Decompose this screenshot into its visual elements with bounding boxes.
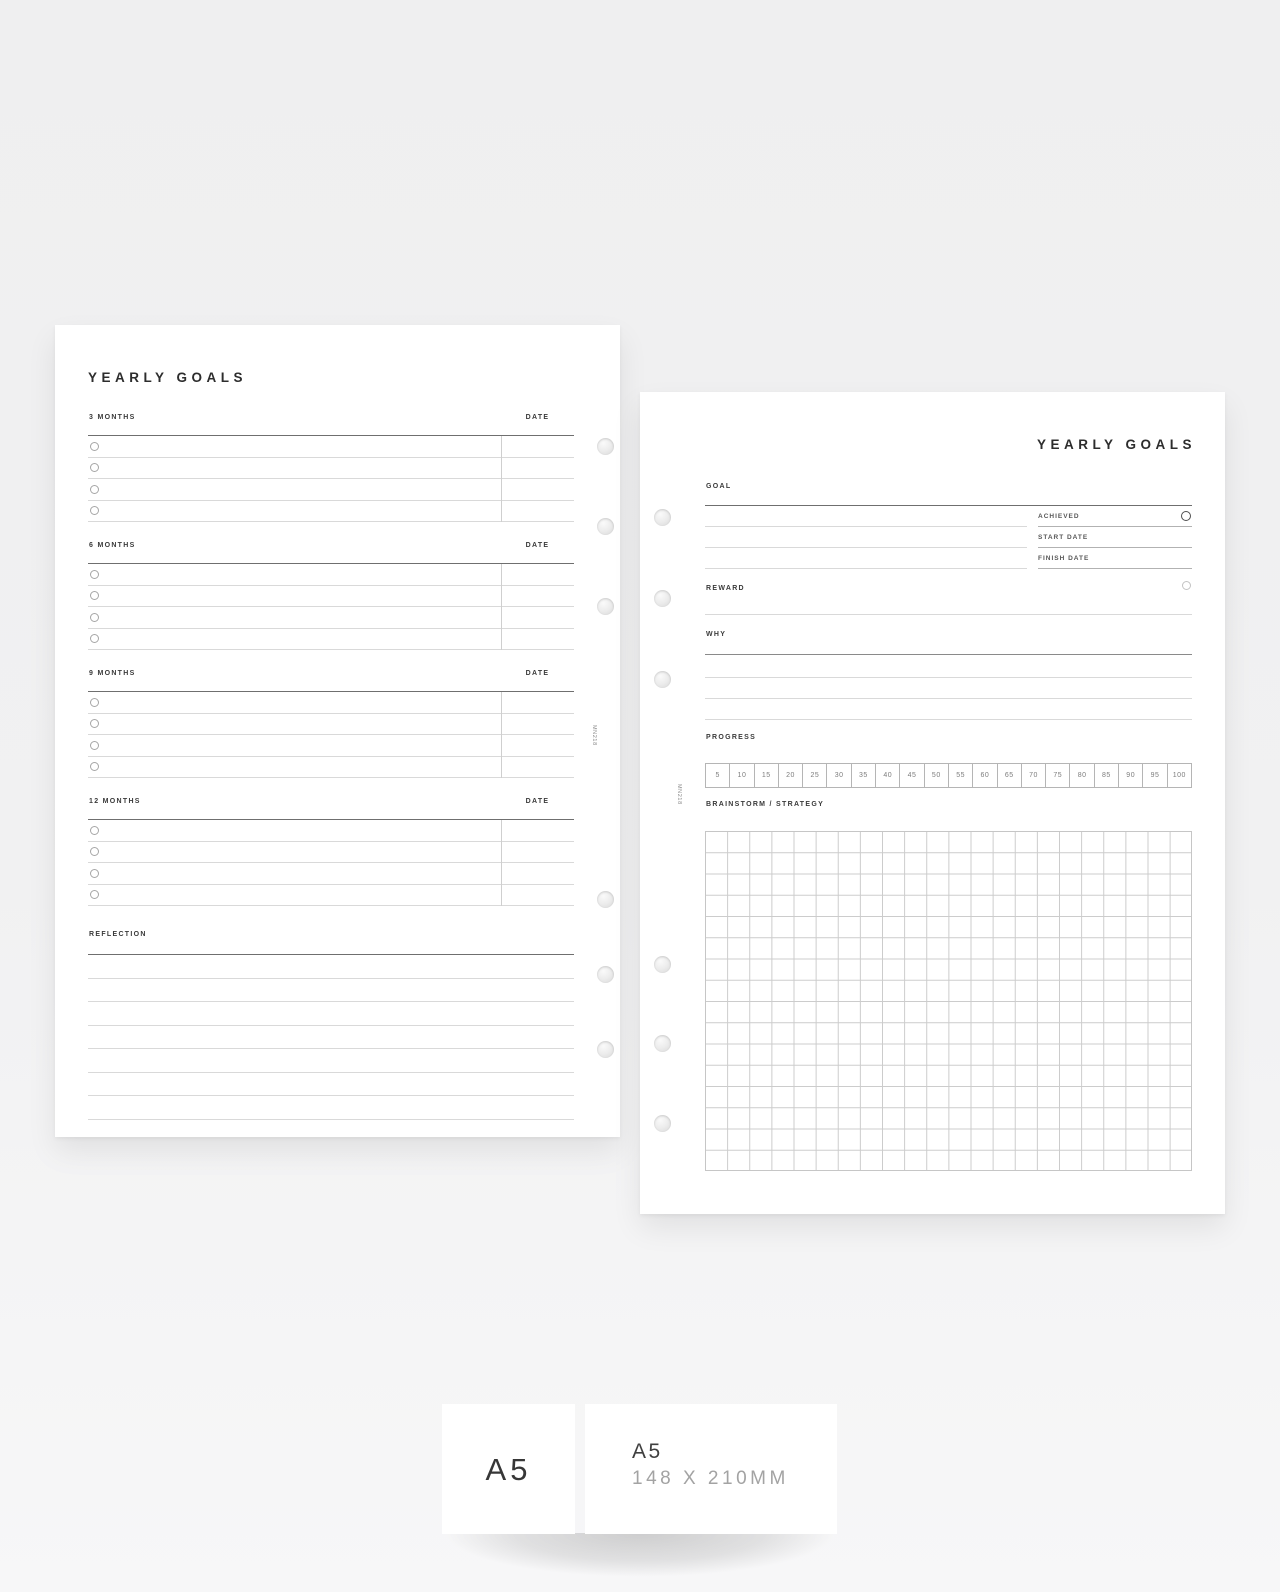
planner-page-left [55,325,620,1137]
start-date-label: START DATE [1038,533,1089,541]
progress-cell: 90 [1118,764,1142,787]
goal-section-3-months [88,407,574,523]
writing-line [88,955,574,979]
planner-page-right [640,392,1225,1214]
goal-checkbox-circle [90,506,99,515]
left-page-content [88,325,574,1137]
punch-hole [654,590,671,607]
brainstorm-grid [705,831,1192,1171]
brainstorm-strategy-label: BRAINSTORM / STRATEGY [706,801,825,808]
product-code-watermark: MN218 [676,784,682,805]
goal-checkbox-circle [90,463,99,472]
punch-hole [597,518,614,535]
page-title: YEARLY GOALS [88,370,248,385]
date-column-divider [501,564,502,650]
goal-checkbox-circle [90,826,99,835]
reward-checkbox-circle [1182,581,1191,590]
date-column-header: DATE [525,798,550,805]
page-title: YEARLY GOALS [1036,437,1196,452]
writing-line [705,614,1192,615]
punch-hole [597,598,614,615]
progress-cell: 70 [1021,764,1045,787]
progress-cell: 30 [826,764,850,787]
date-column-header: DATE [525,414,550,421]
writing-line [88,1026,574,1050]
progress-cell: 35 [851,764,875,787]
progress-cell: 15 [754,764,778,787]
size-swatch-card [442,1404,575,1534]
progress-cell: 95 [1142,764,1166,787]
goal-section-9-months [88,663,574,779]
goal-checkbox-circle [90,613,99,622]
size-detail-card [585,1404,837,1534]
writing-line [705,527,1027,548]
progress-cell: 65 [997,764,1021,787]
achieved-label: ACHIEVED [1038,512,1080,520]
date-column-divider [501,436,502,522]
goal-checkbox-circle [90,634,99,643]
product-code-watermark: MN218 [591,725,597,746]
cards-drop-shadow [400,1533,880,1589]
section-label: 12 MONTHS [89,798,141,805]
punch-hole [654,1115,671,1132]
goal-checkbox-circle [90,762,99,771]
writing-line [88,1049,574,1073]
goal-checkbox-circle [90,869,99,878]
goal-checkbox-circle [90,442,99,451]
goal-checkbox-circle [90,570,99,579]
goal-checkbox-circle [90,485,99,494]
finish-date-row [1038,548,1192,569]
goal-detail-columns [705,506,1192,569]
reflection-lines [88,955,574,1120]
writing-line [88,1002,574,1026]
date-column-header: DATE [525,670,550,677]
progress-cell: 85 [1094,764,1118,787]
goal-writing-lines [705,506,1027,569]
progress-cell: 20 [778,764,802,787]
punch-hole [654,671,671,688]
progress-cell: 60 [972,764,996,787]
punch-hole [597,966,614,983]
progress-cell: 10 [729,764,753,787]
finish-date-label: FINISH DATE [1038,554,1090,562]
start-date-row [1038,527,1192,548]
goal-checkbox-circle [90,591,99,600]
goal-checkbox-circle [90,698,99,707]
progress-cell: 40 [875,764,899,787]
achieved-row [1038,506,1192,527]
size-dimensions: 148 X 210MM [632,1468,789,1489]
goal-meta-column [1038,506,1192,569]
writing-line [88,1073,574,1097]
progress-cell: 100 [1167,764,1191,787]
writing-line [705,506,1027,527]
punch-hole [654,956,671,973]
punch-hole [597,891,614,908]
why-writing-lines [705,655,1192,720]
size-swatch-label: A5 [485,1451,532,1487]
progress-tracker [705,763,1192,788]
goal-checkbox-circle [90,890,99,899]
goal-section-12-months [88,791,574,907]
progress-cell: 5 [715,772,720,779]
section-label: REFLECTION [89,931,147,938]
goal-checkbox-circle [90,719,99,728]
writing-line [88,1096,574,1120]
achieved-checkbox-circle [1181,511,1191,521]
punch-hole [597,1041,614,1058]
reward-label: REWARD [706,585,745,592]
writing-line [88,979,574,1003]
progress-cell: 75 [1045,764,1069,787]
progress-cell: 55 [948,764,972,787]
punch-hole [654,1035,671,1052]
reflection-section [88,925,574,1125]
goal-checkbox-circle [90,741,99,750]
why-label: WHY [706,631,727,638]
section-label: 9 MONTHS [89,670,136,677]
progress-cell: 50 [924,764,948,787]
section-label: 3 MONTHS [89,414,136,421]
punch-hole [597,438,614,455]
size-detail-text [632,1440,789,1490]
right-page-content [705,392,1196,1214]
goal-label: GOAL [706,483,732,490]
progress-cell: 45 [899,764,923,787]
writing-line [705,678,1192,699]
goal-checkbox-circle [90,847,99,856]
progress-cell: 80 [1069,764,1093,787]
date-column-header: DATE [525,542,550,549]
punch-hole [654,509,671,526]
goal-section-6-months [88,535,574,651]
section-label: 6 MONTHS [89,542,136,549]
writing-line [705,655,1192,678]
writing-line [705,548,1027,569]
date-column-divider [501,820,502,906]
date-column-divider [501,692,502,778]
progress-label: PROGRESS [706,734,757,741]
size-name: A5 [632,1440,663,1463]
progress-cell: 25 [802,764,826,787]
writing-line [705,699,1192,720]
